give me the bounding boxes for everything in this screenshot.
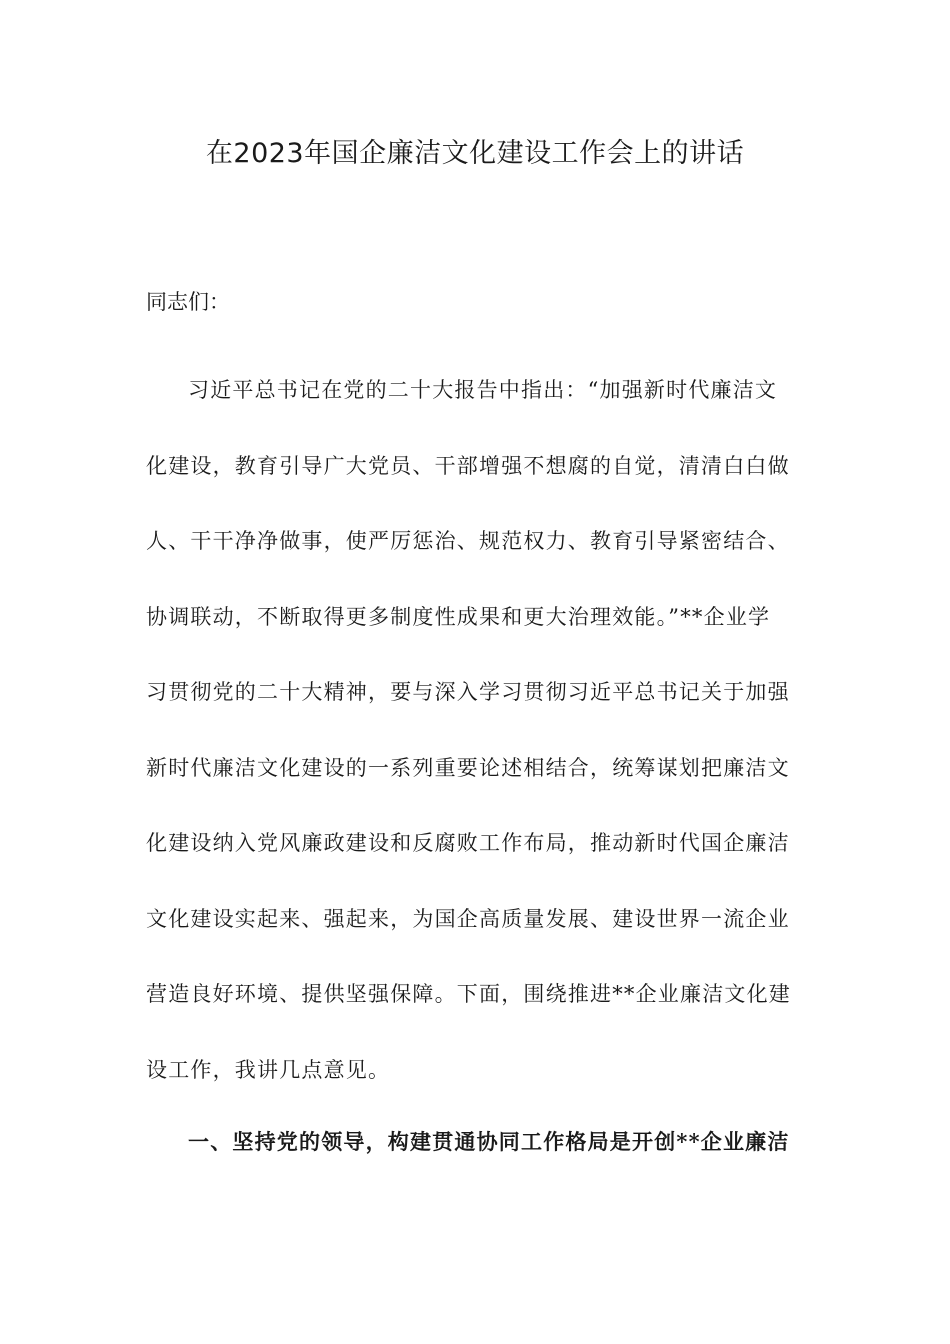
paragraph-line: 习贯彻党的二十大精神，要与深入学习贯彻习近平总书记关于加强 xyxy=(146,680,790,704)
paragraph-line: 营造良好环境、提供坚强保障。下面，围绕推进**企业廉洁文化建 xyxy=(146,982,791,1006)
paragraph-line: 新时代廉洁文化建设的一系列重要论述相结合，统筹谋划把廉洁文 xyxy=(146,755,790,780)
paragraph-line: 人、干干净净做事，使严厉惩治、规范权力、教育引导紧密结合、 xyxy=(146,529,790,553)
paragraph-line: 文化建设实起来、强起来，为国企高质量发展、建设世界一流企业 xyxy=(146,906,790,931)
paragraph-line: 化建设纳入党风廉政建设和反腐败工作布局，推动新时代国企廉洁 xyxy=(146,831,790,855)
document-title: 在2023年国企廉洁文化建设工作会上的讲话 xyxy=(205,138,745,169)
paragraph-line: 化建设，教育引导广大党员、干部增强不想腐的自觉，清清白白做 xyxy=(146,453,790,478)
paragraph-line: 习近平总书记在党的二十大报告中指出：“加强新时代廉洁文 xyxy=(188,378,778,402)
paragraph-line: 协调联动，不断取得更多制度性成果和更大治理效能。”**企业学 xyxy=(146,604,771,629)
paragraph-line: 设工作，我讲几点意见。 xyxy=(146,1057,391,1082)
section-heading: 一、坚持党的领导，构建贯通协同工作格局是开创**企业廉洁 xyxy=(188,1129,790,1154)
salutation: 同志们： xyxy=(146,290,230,314)
body-paragraph xyxy=(146,372,796,1127)
